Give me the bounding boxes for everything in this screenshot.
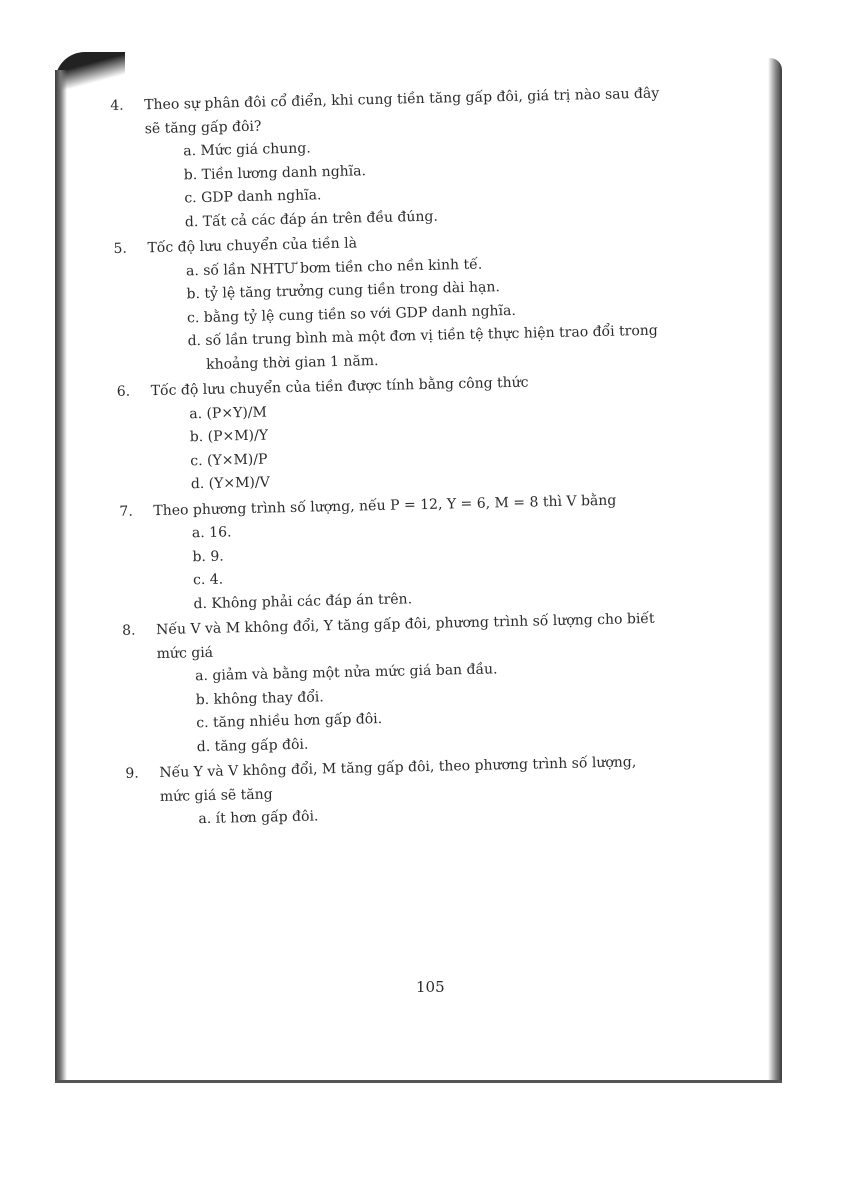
scan-bottom-edge [55, 1080, 782, 1083]
question-number: 8. [121, 622, 136, 639]
question-text: Nếu V và M không đổi, Y tăng gấp đôi, phương trình số lượng cho biết [155, 610, 655, 639]
question-number: 6. [116, 383, 131, 400]
option: a. Mức giá chung. [183, 140, 311, 160]
option: c. bằng tỷ lệ cung tiền so với GDP danh nghĩa. [186, 302, 516, 326]
question-text-cont: mức giá sẽ tăng [159, 785, 273, 805]
question-5 [113, 224, 716, 379]
option: c. (Y×M)/P [190, 451, 268, 469]
option: a. (P×Y)/M [189, 404, 268, 422]
page-content [110, 81, 727, 835]
option: a. ít hơn gấp đôi. [198, 808, 319, 828]
question-number: 9. [125, 765, 139, 782]
page-number: 105 [416, 978, 445, 996]
question-text: Theo sự phân đôi cổ điển, khi cung tiền tăng gấp đôi, giá trị nào sau đây [144, 85, 660, 114]
option: b. 9. [192, 548, 224, 565]
question-9 [125, 749, 726, 833]
option: a. giảm và bằng một nửa mức giá ban đầu. [195, 661, 498, 685]
option: b. Tiền lương danh nghĩa. [183, 162, 367, 183]
question-text: Nếu Y và V không đổi, M tăng gấp đôi, theo phương trình số lượng, [159, 754, 637, 782]
option: a. 16. [191, 524, 232, 542]
option: d. số lần trung bình mà một đơn vị tiền tệ thực hiện trao đổi trong [187, 322, 658, 350]
question-number: 5. [113, 240, 128, 257]
question-text-cont: mức giá [156, 644, 214, 662]
scan-shadow-left [55, 70, 67, 1082]
option: d. Tất cả các đáp án trên đều đúng. [184, 208, 439, 230]
option: b. không thay đổi. [195, 688, 324, 708]
option: c. 4. [192, 571, 224, 589]
scan-shadow-right [768, 58, 782, 1083]
option: c. tăng nhiều hơn gấp đôi. [196, 710, 383, 732]
question-6 [116, 367, 719, 498]
question-7 [119, 487, 722, 618]
option: a. số lần NHTƯ bơm tiền cho nền kinh tế. [185, 256, 483, 279]
question-number: 7. [119, 503, 133, 520]
option: d. Không phải các đáp án trên. [193, 590, 413, 612]
question-text: Theo phương trình số lượng, nếu P = 12, Y = 6, M = 8 thì V bằng [153, 492, 617, 519]
question-text-cont: sẽ tăng gấp đôi? [144, 118, 262, 137]
question-text: Tốc độ lưu chuyển của tiền là [147, 235, 358, 257]
option: d. (Y×M)/V [190, 474, 270, 493]
question-8 [122, 606, 725, 761]
question-4 [110, 81, 713, 236]
option-cont: khoảng thời gian 1 năm. [205, 352, 379, 373]
option: b. (P×M)/Y [189, 427, 269, 446]
question-number: 4. [110, 97, 124, 114]
option: d. tăng gấp đôi. [196, 736, 309, 755]
question-text: Tốc độ lưu chuyển của tiền được tính bằng công thức [150, 374, 529, 400]
option: c. GDP danh nghĩa. [184, 187, 322, 207]
option: b. tỷ lệ tăng trưởng cung tiền trong dài hạn. [186, 279, 501, 303]
